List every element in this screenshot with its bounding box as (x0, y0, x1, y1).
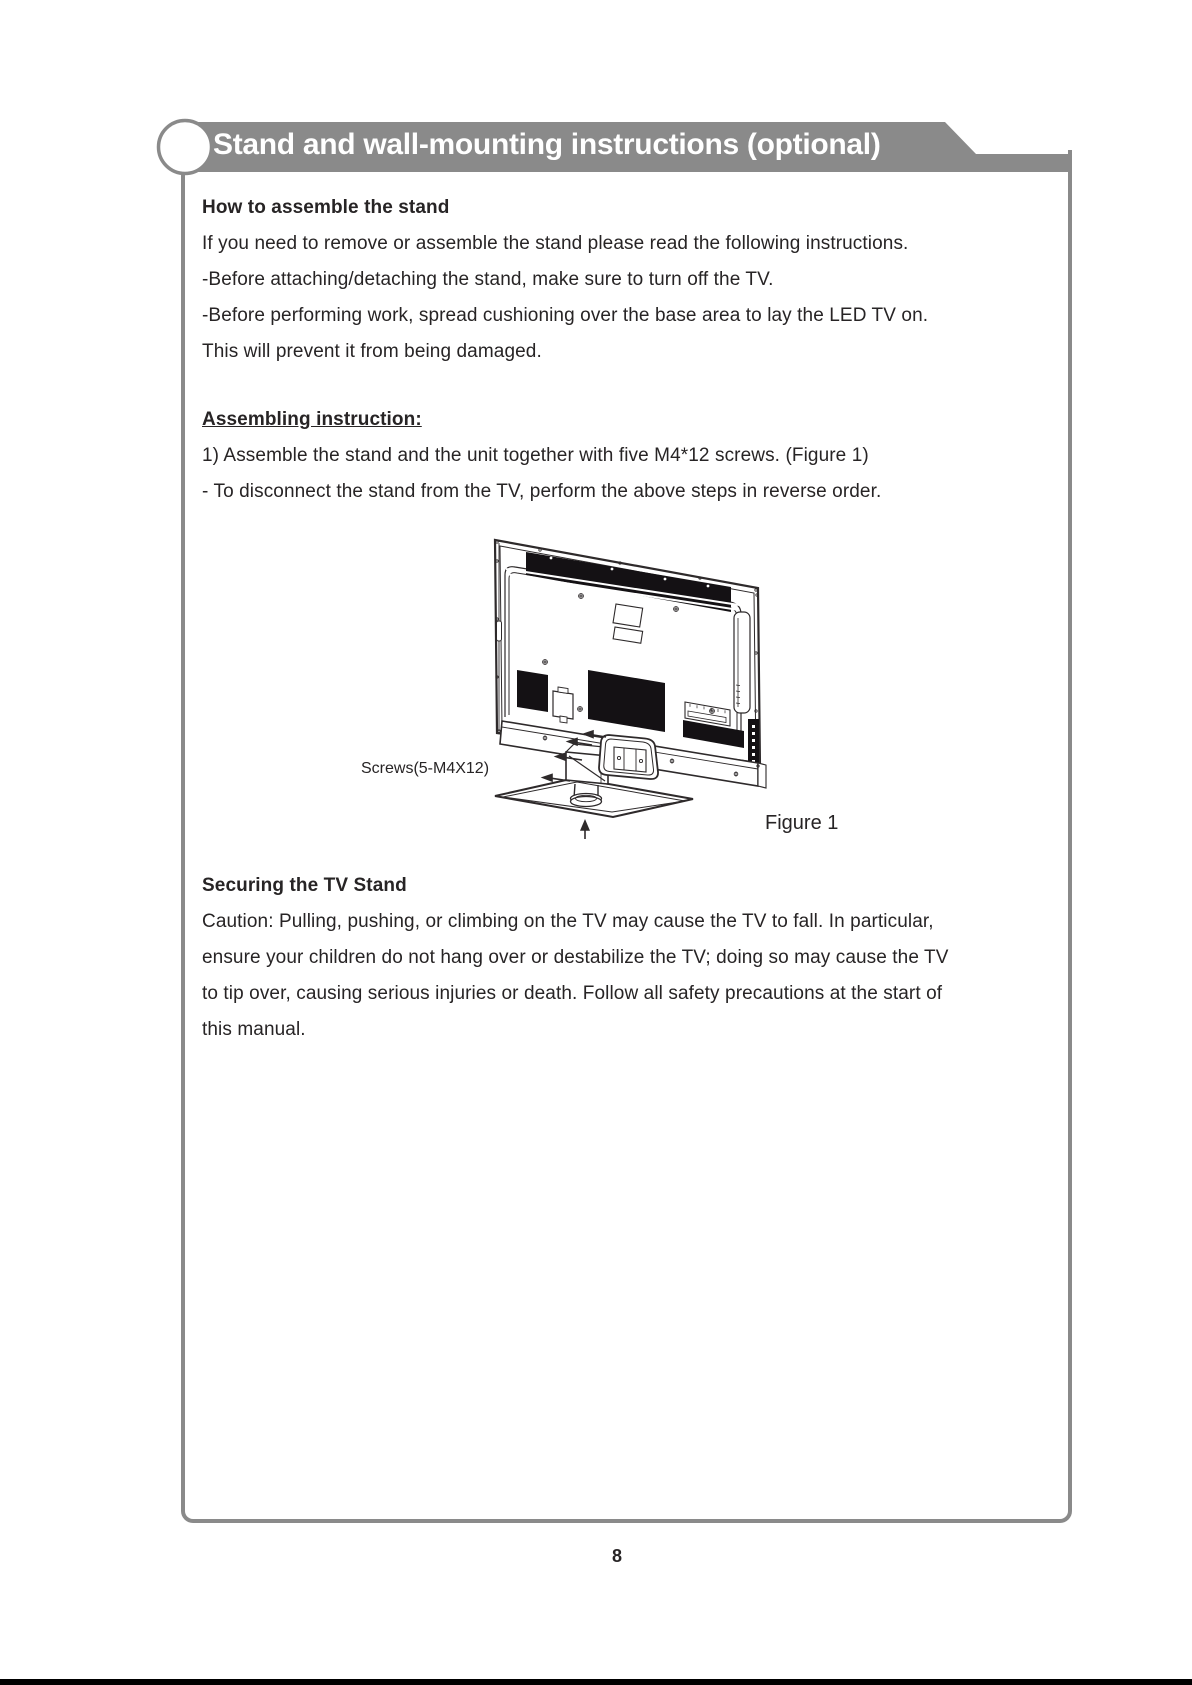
para-line: This will prevent it from being damaged. (202, 341, 542, 362)
para-line: this manual. (202, 1019, 306, 1040)
para-line: - To disconnect the stand from the TV, perform the above steps in reverse order. (202, 481, 882, 502)
heading-how-to-assemble: How to assemble the stand (202, 197, 450, 218)
heading-securing-stand: Securing the TV Stand (202, 875, 407, 896)
para-line: If you need to remove or assemble the stand please read the following instructions. (202, 233, 909, 254)
page-title: Stand and wall-mounting instructions (optional) (213, 128, 881, 161)
section-securing-stand (202, 868, 949, 1048)
figure-caption: Figure 1 (765, 812, 839, 834)
page-number: 8 (611, 1546, 622, 1566)
section-assembling-instruction (202, 402, 881, 510)
section-banner (0, 0, 1192, 210)
heading-assembling-instruction: Assembling instruction: (202, 409, 422, 430)
para-line: 1) Assemble the stand and the unit together with five M4*12 screws. (Figure 1) (202, 445, 869, 466)
para-line: -Before performing work, spread cushioning over the base area to lay the LED TV on. (202, 305, 929, 326)
para-line: to tip over, causing serious injuries or death. Follow all safety precautions at the start of (202, 983, 943, 1004)
section-bullet-circle (159, 121, 212, 174)
tv-back-figure (440, 495, 820, 855)
para-line: ensure your children do not hang over or destabilize the TV; doing so may cause the TV (202, 947, 949, 968)
para-line: -Before attaching/detaching the stand, make sure to turn off the TV. (202, 269, 774, 290)
bottom-bar (0, 1679, 1192, 1685)
para-line: Caution: Pulling, pushing, or climbing on the TV may cause the TV to fall. In particular, (202, 911, 934, 932)
screws-label: Screws(5-M4X12) (361, 760, 490, 777)
section-how-to-assemble (202, 190, 928, 370)
